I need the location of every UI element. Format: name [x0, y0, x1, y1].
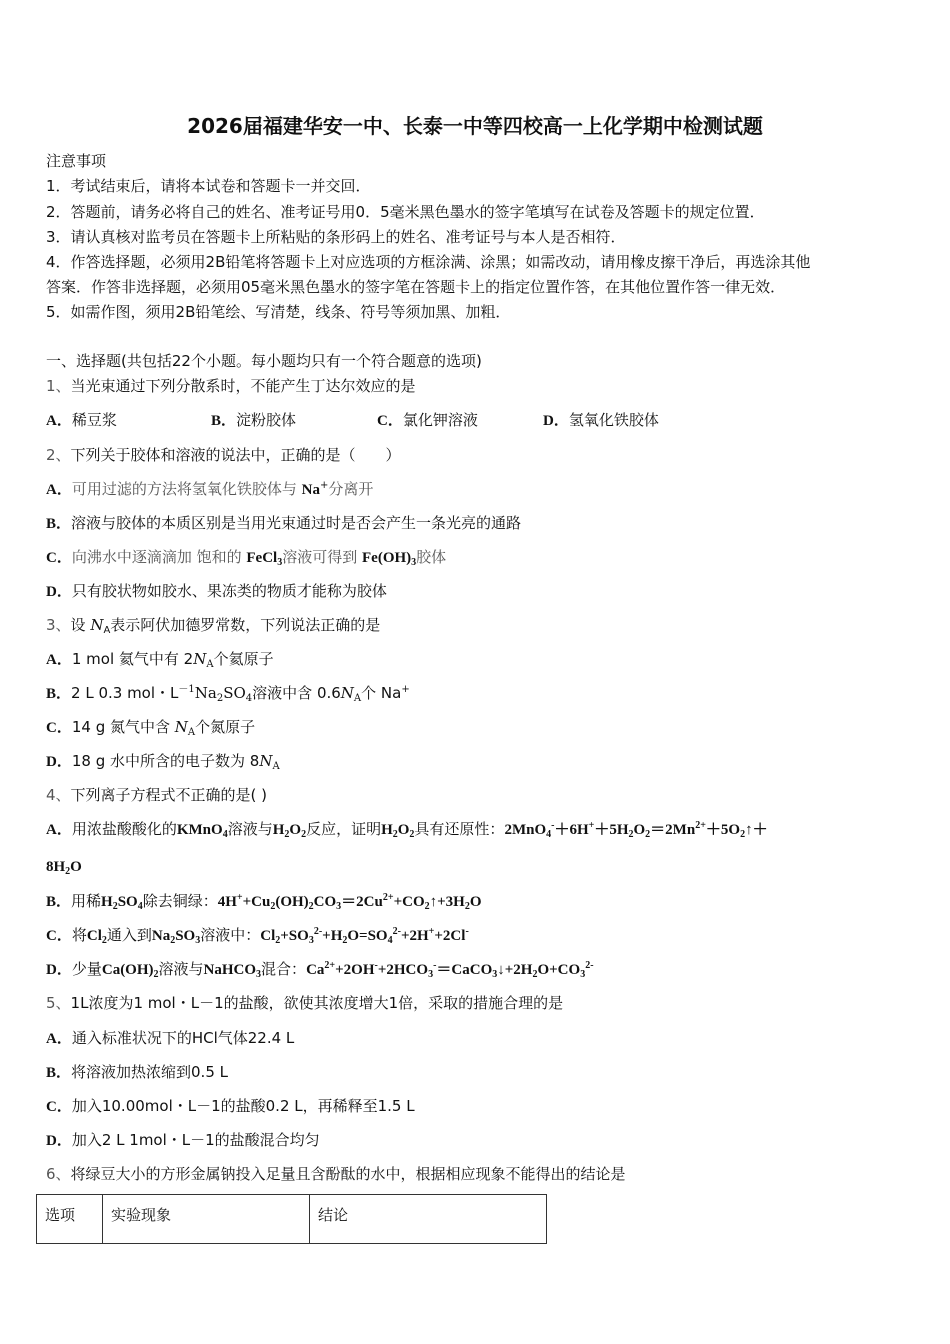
- notice-item-1: 1．考试结束后，请将本试卷和答题卡一并交回．: [46, 177, 371, 195]
- question-number: 3、: [46, 616, 71, 634]
- q5-option-a[interactable]: A．通入标准状况下的HCl气体22.4 L: [46, 1029, 295, 1047]
- q5-option-d[interactable]: D．加入2 L 1mol・L－1的盐酸混合均匀: [46, 1131, 320, 1149]
- q4-option-d[interactable]: D．少量$Ca(OH)_2$溶液与NaHCO$_3$混合：$Ca^{2+}+2OH^-+2HCO_3^-=CaCO_3↓+2H_2O+CO_3^{2-}$: [46, 960, 594, 980]
- q4-option-a[interactable]: A．用浓盐酸酸化的KMnO$_4$溶液与$H_2O_2$反应，证明$H_2O_2$具有还原性：$2MnO_4^-+6H^++5H_2O_2=2Mn^{2+}+5O_2↑+$: [46, 820, 768, 840]
- q1-option-d[interactable]: D．氢氧化铁胶体: [543, 411, 659, 429]
- notice-item-3: 3．请认真核对监考员在答题卡上所粘贴的条形码上的姓名、准考证号与本人是否相符．: [46, 228, 626, 246]
- q5-option-b[interactable]: B．将溶液加热浓缩到0.5 L: [46, 1063, 228, 1081]
- notice-item-5: 5．如需作图，须用2B铅笔绘、写清楚，线条、符号等须加黑、加粗．: [46, 303, 511, 321]
- q3-option-b[interactable]: B．2 L 0.3 mol・$L^{-1}Na_2SO_4$溶液中含 $0.6N_A$个 Na+: [46, 684, 410, 704]
- section-heading: 一、选择题(共包括22个小题。每小题均只有一个符合题意的选项): [46, 352, 482, 370]
- q3-option-d[interactable]: D．18 g 水中所含的电子数为 $8N_A$: [46, 752, 280, 772]
- question-3: 3、设 $N_A$表示阿伏加德罗常数，下列说法正确的是: [46, 616, 381, 636]
- q4-option-a-cont: $8H_2O$: [46, 859, 82, 877]
- question-number: 2、: [46, 446, 71, 464]
- question-stem: 当光束通过下列分散系时，不能产生丁达尔效应的是: [70, 377, 416, 395]
- q4-option-b[interactable]: B．用稀$H_2SO_4$除去铜绿：$4H^++Cu_2(OH)_2CO_3=2Cu^{2+}+CO_2↑+3H_2O$: [46, 892, 482, 912]
- table-header-phenomenon: 实验现象: [103, 1195, 310, 1244]
- q2-option-d[interactable]: D．只有胶状物如胶水、果冻类的物质才能称为胶体: [46, 582, 387, 600]
- question-1: [46, 377, 416, 395]
- q3-option-a[interactable]: A．1 mol 氦气中有 $2N_A$个氦原子: [46, 650, 274, 670]
- question-number: 4、: [46, 786, 71, 804]
- table-header-option: 选项: [37, 1195, 103, 1244]
- q2-option-c[interactable]: C．向沸水中逐滴滴加 饱和的 FeCl$_3$溶液可得到 $Fe(OH)_3$胶体: [46, 548, 447, 568]
- question-5: 5、1L浓度为1 mol・L－1的盐酸，欲使其浓度增大1倍，采取的措施合理的是: [46, 994, 564, 1012]
- notice-item-2: 2．答题前，请务必将自己的姓名、准考证号用0．5毫米黑色墨水的签字笔填写在试卷及答题卡的规定位置．: [46, 203, 765, 221]
- question-2: [46, 446, 401, 464]
- question-stem: 下列关于胶体和溶液的说法中，正确的是（ ）: [70, 446, 401, 464]
- table-header-row: [37, 1195, 547, 1244]
- question-number: 1、: [46, 377, 71, 395]
- page-title: 2026届福建华安一中、长泰一中等四校高一上化学期中检测试题: [187, 114, 763, 138]
- question-number: 5、: [46, 994, 71, 1012]
- q1-option-b[interactable]: B．淀粉胶体: [211, 411, 297, 429]
- table-header-conclusion: 结论: [310, 1195, 547, 1244]
- q1-option-a[interactable]: A．稀豆浆: [46, 411, 117, 429]
- notice-heading: 注意事项: [46, 152, 107, 170]
- q2-option-a[interactable]: A．可用过滤的方法将氢氧化铁胶体与 Na+分离开: [46, 480, 374, 498]
- question-4: 4、下列离子方程式不正确的是( ): [46, 786, 268, 804]
- q5-option-c[interactable]: C．加入10.00mol・L－1的盐酸0.2 L，再稀释至1.5 L: [46, 1097, 415, 1115]
- q1-option-c[interactable]: C．氯化钾溶液: [377, 411, 478, 429]
- experiment-table: [36, 1194, 547, 1244]
- question-6: 6、将绿豆大小的方形金属钠投入足量且含酚酞的水中，根据相应现象不能得出的结论是: [46, 1165, 626, 1183]
- question-number: 6、: [46, 1165, 71, 1183]
- q4-option-c[interactable]: C．将$Cl_2$通入到$Na_2SO_3$溶液中：$Cl_2+SO_3^{2-}+H_2O=SO_4^{2-}+2H^++2Cl^-$: [46, 926, 469, 946]
- notice-item-4: 4．作答选择题，必须用2B铅笔将答题卡上对应选项的方框涂满、涂黑；如需改动，请用橡皮擦干净后，再选涂其他: [46, 253, 811, 271]
- notice-item-4-cont: 答案．作答非选择题，必须用05毫米黑色墨水的签字笔在答题卡上的指定位置作答，在其他位置作答一律无效．: [46, 278, 786, 296]
- q3-option-c[interactable]: C．14 g 氮气中含 $N_A$个氮原子: [46, 718, 256, 738]
- q2-option-b[interactable]: B．溶液与胶体的本质区别是当用光束通过时是否会产生一条光亮的通路: [46, 514, 522, 532]
